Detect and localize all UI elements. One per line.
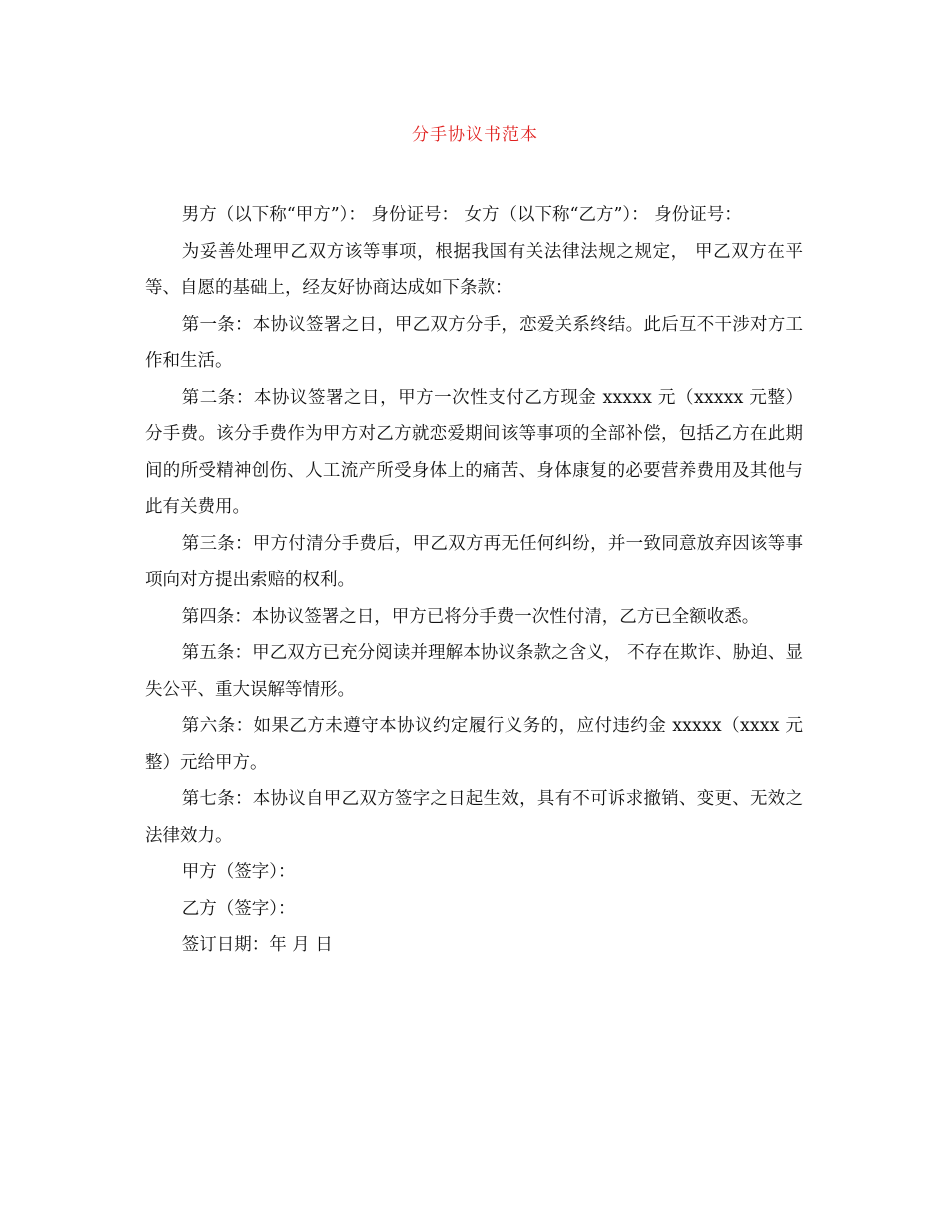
article-2-paragraph: 第二条：本协议签署之日，甲方一次性支付乙方现金 xxxxx 元（xxxxx 元整）分手费。该分手费作为甲方对乙方就恋爱期间该等事项的全部补偿，包括乙方在此期间的所受精神创伤、人工流产所受身体上的痛苦、身体康复的必要营养费用及其他与此有关费用。 bbox=[145, 387, 803, 517]
document-body bbox=[145, 197, 803, 964]
preamble-paragraph: 为妥善处理甲乙双方该等事项，根据我国有关法律法规之规定， 甲乙双方在平等、自愿的基础上，经友好协商达成如下条款： bbox=[145, 241, 803, 298]
party-info-paragraph: 男方（以下称“甲方”）： 身份证号： 女方（以下称“乙方”）： 身份证号： bbox=[181, 205, 742, 225]
party-a-signature-line: 甲方（签字）： bbox=[181, 862, 296, 882]
article-3-paragraph: 第三条：甲方付清分手费后，甲乙双方再无任何纠纷，并一致同意放弃因该等事项向对方提出索赔的权利。 bbox=[145, 533, 803, 590]
article-5-paragraph: 第五条：甲乙双方已充分阅读并理解本协议条款之含义， 不存在欺诈、胁迫、显失公平、重大误解等情形。 bbox=[145, 643, 803, 700]
article-6-paragraph: 第六条：如果乙方未遵守本协议约定履行义务的，应付违约金 xxxxx（xxxx 元整）元给甲方。 bbox=[145, 716, 803, 773]
signing-date-line: 签订日期：年 月 日 bbox=[181, 935, 333, 955]
article-7-paragraph: 第七条：本协议自甲乙双方签字之日起生效，具有不可诉求撤销、变更、无效之法律效力。 bbox=[145, 789, 803, 846]
article-1-paragraph: 第一条：本协议签署之日，甲乙双方分手，恋爱关系终结。此后互不干涉对方工作和生活。 bbox=[145, 314, 803, 371]
party-b-signature-line: 乙方（签字）： bbox=[181, 898, 296, 919]
article-4-paragraph: 第四条：本协议签署之日，甲方已将分手费一次性付清，乙方已全额收悉。 bbox=[181, 606, 760, 627]
document-title: 分手协议书范本 bbox=[412, 125, 538, 145]
